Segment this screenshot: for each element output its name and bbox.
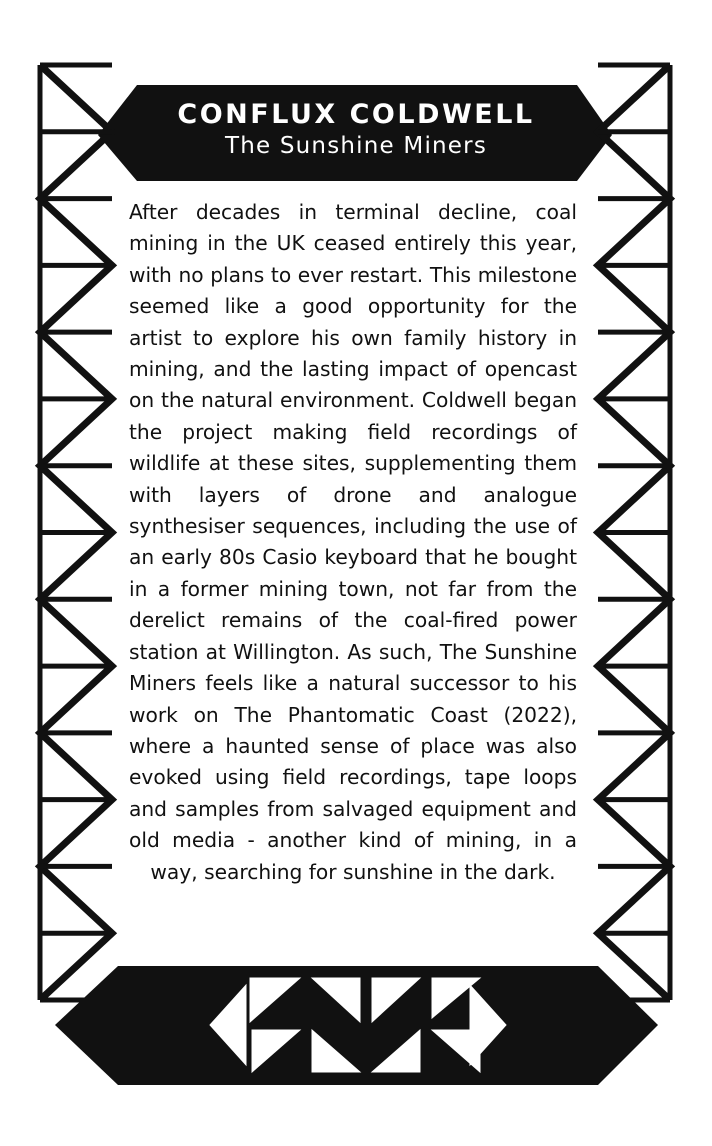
description-text: After decades in terminal decline, coal mining in the UK ceased entirely this year, with no plans to ever restart. This milestone seemed like a good opportunity for the artist to explore his own family history in mining, and the lasting impact of opencast on the natural environment. Coldwell began the project making field recordings of wildlife at these sites, supplementing them with layers of drone and analogue synthesiser sequences, including the use of an early 80s Casio keyboard that he bought in a former mining town, not far from the derelict remains of the coal-fired power station at Willington. As such, The Sunshine Miners feels like a natural successor to his work on The Phantomatic Coast (2022), where a haunted sense of place was also evoked using field recordings, tape loops and samples from salvaged equipment and old media - another kind of mining, in a way, searching for sunshine in the dark. [129,200,577,884]
zigzag-border-right-icon [598,65,670,1000]
zigzag-border-left-icon [40,65,112,1000]
artist-name: CONFLUX COLDWELL [177,99,535,130]
album-title: The Sunshine Miners [224,133,488,159]
